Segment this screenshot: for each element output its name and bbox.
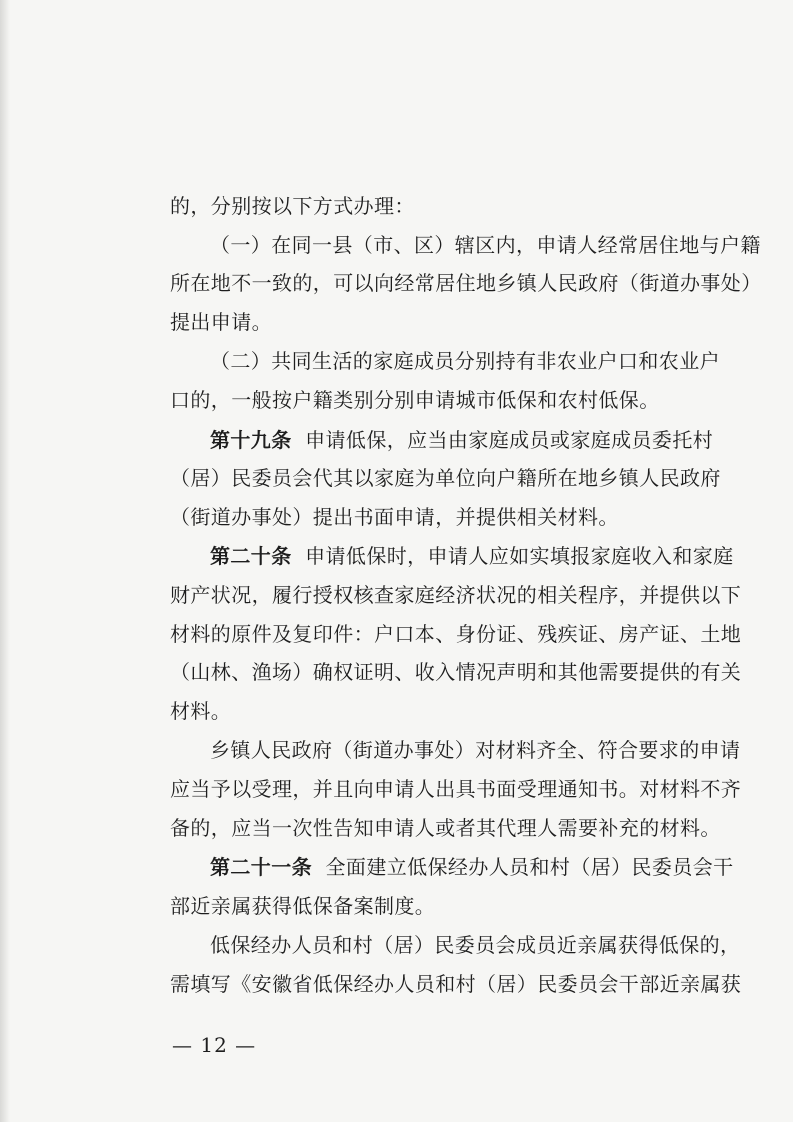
- document-body: [170, 187, 760, 1003]
- body-line: 申请低保时，申请人应如实填报家庭收入和家庭: [305, 544, 734, 569]
- body-line: 提出申请。: [170, 309, 272, 334]
- article-20-line: [170, 537, 760, 576]
- scan-shadow: [0, 0, 10, 1122]
- body-line: 备的，应当一次性告知申请人或者其代理人需要补充的材料。: [170, 815, 721, 840]
- body-line: （山林、渔场）确权证明、收入情况声明和其他需要提供的有关: [170, 660, 742, 685]
- body-line: （居）民委员会代其以家庭为单位向户籍所在地乡镇人民政府: [170, 466, 721, 491]
- article-20-heading: 第二十条: [210, 544, 292, 569]
- body-line: 财产状况，履行授权核查家庭经济状况的相关程序，并提供以下: [170, 582, 742, 607]
- article-21-line: [170, 848, 760, 887]
- article-19-line: [170, 421, 760, 460]
- article-21-heading: 第二十一条: [210, 855, 312, 880]
- body-line: 口的，一般按户籍类别分别申请城市低保和农村低保。: [170, 387, 660, 412]
- body-line: 材料。: [170, 698, 232, 723]
- body-line: （二）共同生活的家庭成员分别持有非农业户口和农业户: [210, 349, 720, 374]
- body-line: （街道办事处）提出书面申请，并提供相关材料。: [170, 504, 619, 529]
- article-19-heading: 第十九条: [210, 427, 292, 452]
- body-line: （一）在同一县（市、区）辖区内，申请人经常居住地与户籍: [210, 232, 761, 257]
- body-line: 部近亲属获得低保备案制度。: [170, 893, 436, 918]
- body-line: 乡镇人民政府（街道办事处）对材料齐全、符合要求的申请: [210, 738, 741, 763]
- body-line: 材料的原件及复印件：户口本、身份证、残疾证、房产证、土地: [170, 621, 742, 646]
- body-line: 低保经办人员和村（居）民委员会成员近亲属获得低保的，: [210, 933, 741, 958]
- body-line: 的，分别按以下方式办理：: [170, 194, 415, 218]
- body-line: 申请低保，应当由家庭成员或家庭成员委托村: [305, 427, 714, 452]
- body-line: 需填写《安徽省低保经办人员和村（居）民委员会干部近亲属获: [170, 971, 742, 996]
- body-line: 全面建立低保经办人员和村（居）民委员会干: [325, 855, 734, 880]
- page-number: — 12 —: [172, 1033, 257, 1057]
- body-line: 应当予以受理，并且向申请人出具书面受理通知书。对材料不齐: [170, 776, 742, 801]
- body-line: 所在地不一致的，可以向经常居住地乡镇人民政府（街道办事处）: [170, 271, 762, 296]
